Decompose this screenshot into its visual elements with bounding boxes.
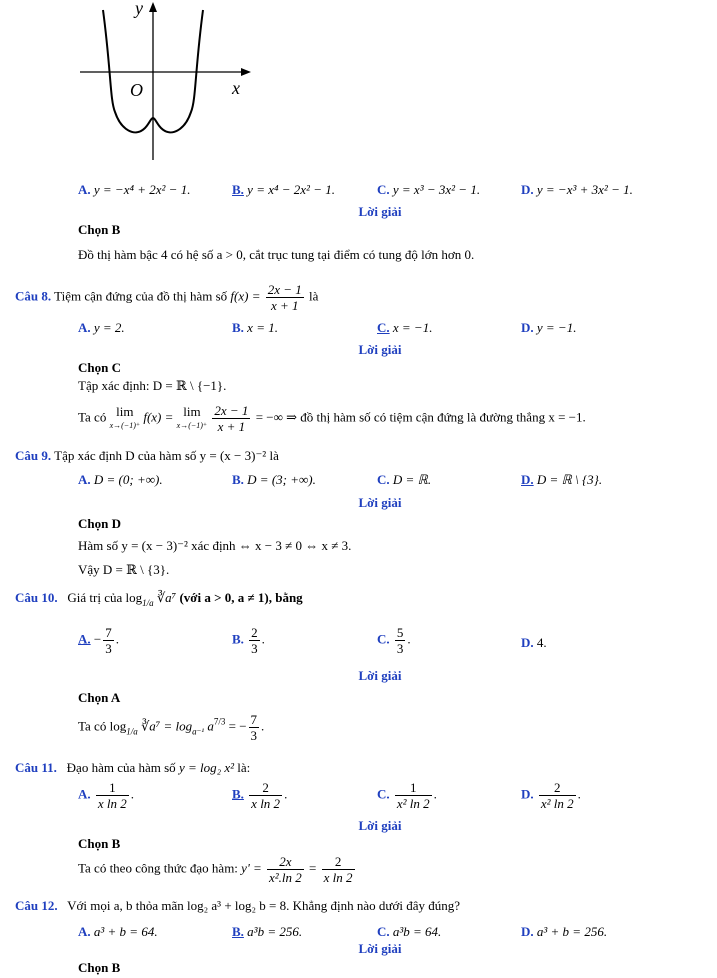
q11-option-c: C. $\frac{1}{\text{x² ln 2}}$ .: [377, 780, 437, 811]
q12-answer: Chọn B: [78, 960, 121, 975]
q8-answer: Chọn C: [78, 360, 121, 375]
q9-option-c: C. D = ℝ.: [377, 472, 432, 487]
q9-stem: Câu 9. Tập xác định D của hàm số y = (x − 3)⁻² là: [15, 448, 279, 463]
q8-option-d: D. y = −1.: [521, 320, 577, 335]
qprev-option-b: B. y = x⁴ − 2x² − 1.: [232, 182, 335, 197]
q11-option-d: D. $\frac{2}{\text{x² ln 2}}$ .: [521, 780, 581, 811]
q9-option-d: D. D = ℝ \ {3}.: [521, 472, 603, 487]
q10-answer: Chọn A: [78, 690, 121, 705]
q10-line1: Ta có $\log_{1/a}$ ∛a⁷ = $\log_{a^{-1}} a^{7/3}$ = − $\frac{7}{3}$ .: [78, 712, 265, 743]
q9-option-a: A. D = (0; +∞).: [78, 472, 163, 487]
y-axis-label: y: [135, 0, 143, 18]
q9-line2: Vậy D = ℝ \ {3}.: [78, 562, 170, 577]
qprev-option-a: A. y = −x⁴ + 2x² − 1.: [78, 182, 191, 197]
q9-solution-title: Lời giải: [358, 495, 402, 510]
qprev-option-d: D. y = −x³ + 3x² − 1.: [521, 182, 633, 197]
q11-answer: Chọn B: [78, 836, 121, 851]
qprev-solution-title: Lời giải: [358, 204, 402, 219]
q11-option-b: B. $\frac{2}{\text{x ln 2}}$ .: [232, 780, 288, 811]
qprev-option-c: C. y = x³ − 3x² − 1.: [377, 182, 481, 197]
q10-option-b: B. $\frac{2}{3}$ .: [232, 625, 265, 656]
q8-stem: Câu 8. Tiệm cận đứng của đồ thị hàm số f(x) = $\frac{2x - 1}{x + 1}$ là: [15, 282, 319, 313]
q12-option-d: D. a³ + b = 256.: [521, 924, 608, 939]
q9-line1: Hàm số y = (x − 3)⁻² xác định ⇔ x − 3 ≠ 0 ⇔ x ≠ 3.: [78, 538, 352, 553]
q8-solution-title: Lời giải: [358, 342, 402, 357]
origin-label: O: [130, 80, 143, 100]
q12-option-b: B. a³b = 256.: [232, 924, 303, 939]
q12-solution-title: Lời giải: [358, 941, 402, 956]
qprev-answer: Chọn B: [78, 222, 121, 237]
x-axis-label: x: [232, 78, 240, 98]
q10-option-a: A. − $\frac{7}{3}$ .: [78, 625, 119, 656]
q9-option-b: B. D = (3; +∞).: [232, 472, 316, 487]
q11-stem: Câu 11. Đạo hàm của hàm số y = log₂ x² là:: [15, 760, 251, 775]
q11-line1: Ta có theo công thức đạo hàm: y' = $\frac{2x}{\text{x².ln 2}}$ = $\frac{2}{\text{x ln 2}}$: [78, 854, 353, 885]
q12-option-a: A. a³ + b = 64.: [78, 924, 158, 939]
q10-stem: Câu 10. Giá trị của $\log_{1/a}$ ∛a⁷ (với a > 0, a ≠ 1), bằng: [15, 590, 303, 608]
q12-option-c: C. a³b = 64.: [377, 924, 442, 939]
q12-stem: Câu 12. Với mọi a, b thỏa mãn log₂ a³ + log₂ b = 8. Khẳng định nào dưới đây đúng?: [15, 898, 461, 913]
q11-solution-title: Lời giải: [358, 818, 402, 833]
function-graph: [75, 0, 255, 170]
q8-option-a: A. y = 2.: [78, 320, 125, 335]
qprev-explanation: Đồ thị hàm bậc 4 có hệ số a > 0, cắt trục tung tại điểm có tung độ lớn hơn 0.: [78, 247, 475, 262]
q8-option-b: B. x = 1.: [232, 320, 278, 335]
q8-option-c: C. x = −1.: [377, 320, 433, 335]
q10-solution-title: Lời giải: [358, 668, 402, 683]
q9-answer: Chọn D: [78, 516, 121, 531]
q8-line2: Ta có lim x→(−1)⁺ f(x) = lim x→(−1)⁺ $\frac{2x - 1}{x + 1}$ = −∞ ⇒ đồ thị hàm số có tiệm cận đứng là đường thẳng x = −1.: [78, 403, 586, 434]
q10-option-d: D. 4.: [521, 635, 547, 650]
q10-option-c: C. $\frac{5}{3}$ .: [377, 625, 411, 656]
q8-line1: Tập xác định: D = ℝ \ {−1}.: [78, 378, 227, 393]
q11-option-a: A. $\frac{1}{\text{x ln 2}}$ .: [78, 780, 135, 811]
